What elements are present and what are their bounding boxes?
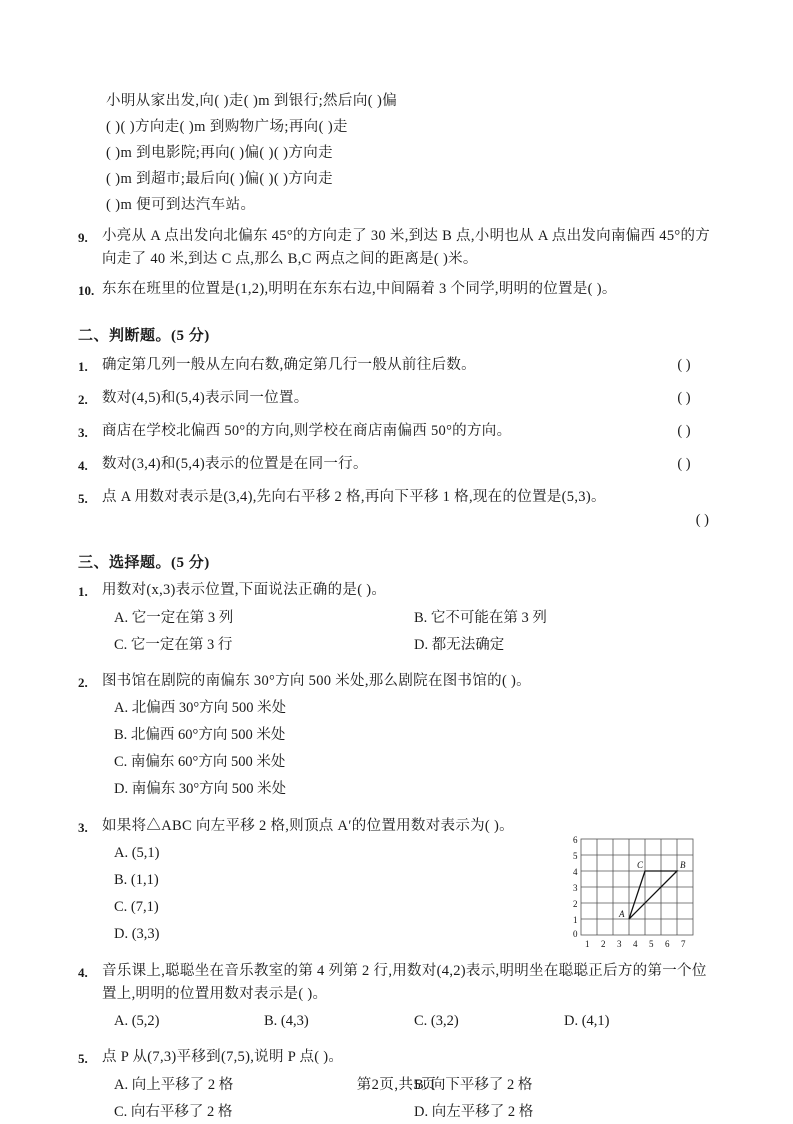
question-number: 3. — [78, 425, 88, 440]
question-text: 确定第几列一般从左向右数,确定第几行一般从前往后数。 — [102, 357, 476, 373]
fill-line: ( )( )方向走( )m 到购物广场;再向( )走 — [106, 119, 348, 135]
choice-question-4 — [78, 960, 715, 1006]
question-number: 10. — [78, 283, 95, 298]
option-a[interactable]: A. 向上平移了 2 格 — [114, 1077, 234, 1093]
x-tick-4: 4 — [633, 939, 638, 949]
true-false-list — [78, 354, 715, 529]
option-c[interactable]: C. 向右平移了 2 格 — [114, 1104, 233, 1120]
question-text: 数对(4,5)和(5,4)表示同一位置。 — [102, 390, 309, 406]
question-number: 2. — [78, 675, 88, 690]
answer-blank[interactable]: ( ) — [695, 512, 709, 528]
choice-question-2 — [78, 670, 715, 694]
tf-item — [78, 420, 715, 444]
y-tick-0: 0 — [573, 929, 578, 939]
question-text: 点 P 从(7,3)平移到(7,5),说明 P 点( )。 — [102, 1049, 344, 1065]
answer-blank[interactable]: ( ) — [677, 390, 691, 406]
x-tick-5: 5 — [649, 939, 654, 949]
option-b[interactable]: B. (4,3) — [264, 1013, 309, 1029]
y-tick-4: 4 — [573, 867, 578, 877]
option-b[interactable]: B. 它不可能在第 3 列 — [414, 610, 547, 626]
grid-svg — [563, 833, 711, 955]
option-row — [78, 1100, 715, 1124]
question-10 — [78, 278, 715, 302]
option-b[interactable]: B. 向下平移了 2 格 — [414, 1077, 533, 1093]
question-text: 图书馆在剧院的南偏东 30°方向 500 米处,那么剧院在图书馆的( )。 — [102, 673, 531, 689]
tf-item — [78, 486, 715, 510]
y-tick-3: 3 — [573, 883, 578, 893]
question-text: 点 A 用数对表示是(3,4),先向右平移 2 格,再向下平移 1 格,现在的位置是(5,3)。 — [102, 489, 606, 505]
question-text: 音乐课上,聪聪坐在音乐教室的第 4 列第 2 行,用数对(4,2)表示,明明坐在聪聪正后方的第一个位置上,明明的位置用数对表示是( )。 — [102, 963, 707, 1002]
x-tick-6: 6 — [665, 939, 670, 949]
option-b[interactable]: B. (1,1) — [114, 872, 159, 888]
choice-question-5 — [78, 1046, 715, 1070]
option-c[interactable]: C. 南偏东 60°方向 500 米处 — [114, 754, 286, 770]
coordinate-grid-figure — [563, 833, 711, 955]
y-tick-1: 1 — [573, 915, 578, 925]
fill-line: ( )m 到超市;最后向( )偏( )( )方向走 — [106, 171, 334, 187]
option-a[interactable]: A. (5,2) — [114, 1013, 160, 1029]
triangle-abc — [629, 871, 677, 919]
question-number: 4. — [78, 458, 88, 473]
y-tick-5: 5 — [573, 851, 578, 861]
question-number: 2. — [78, 392, 88, 407]
option-d[interactable]: D. (3,3) — [114, 926, 160, 942]
option-row — [78, 606, 715, 630]
option-b[interactable]: B. 北偏西 60°方向 500 米处 — [114, 727, 286, 743]
question-text: 如果将△ABC 向左平移 2 格,则顶点 A′的位置用数对表示为( )。 — [102, 818, 514, 834]
question-text: 用数对(x,3)表示位置,下面说法正确的是( )。 — [102, 582, 387, 598]
choice-question-1 — [78, 579, 715, 603]
point-label-b: B — [680, 860, 686, 870]
option-row — [78, 633, 715, 657]
answer-blank[interactable]: ( ) — [677, 456, 691, 472]
option-a[interactable]: A. 北偏西 30°方向 500 米处 — [114, 700, 287, 716]
choice-question-3-block — [78, 815, 715, 947]
x-tick-7: 7 — [681, 939, 686, 949]
y-tick-2: 2 — [573, 899, 578, 909]
option-c[interactable]: C. 它一定在第 3 行 — [114, 637, 233, 653]
x-tick-2: 2 — [601, 939, 606, 949]
x-tick-1: 1 — [585, 939, 590, 949]
point-label-a: A — [619, 909, 625, 919]
choice-list — [78, 579, 715, 1124]
option-d[interactable]: D. (4,1) — [564, 1013, 610, 1029]
page-footer: 第2页,共5页 — [356, 1077, 437, 1093]
option-a[interactable]: A. 它一定在第 3 列 — [114, 610, 234, 626]
option-d[interactable]: D. 都无法确定 — [414, 637, 505, 653]
option-a[interactable]: A. (5,1) — [114, 845, 160, 861]
question-text: 小亮从 A 点出发向北偏东 45°的方向走了 30 米,到达 B 点,小明也从 A 点出发向南偏西 45°的方向走了 40 米,到达 C 点,那么 B,C 两点之间的距离是( )米。 — [102, 228, 711, 267]
section-heading-true-false: 二、判断题。(5 分) — [78, 328, 210, 344]
tf-item — [78, 354, 715, 378]
tf-item — [78, 453, 715, 477]
point-label-c: C — [637, 860, 644, 870]
option-d[interactable]: D. 南偏东 30°方向 500 米处 — [114, 781, 287, 797]
question-text: 商店在学校北偏西 50°的方向,则学校在商店南偏西 50°的方向。 — [102, 423, 512, 439]
question-number: 5. — [78, 1051, 88, 1066]
question-number: 3. — [78, 820, 88, 835]
option-c[interactable]: C. (7,1) — [114, 899, 159, 915]
answer-blank[interactable]: ( ) — [677, 357, 691, 373]
question-number: 1. — [78, 359, 88, 374]
option-row — [78, 1009, 715, 1033]
question-text: 数对(3,4)和(5,4)表示的位置是在同一行。 — [102, 456, 368, 472]
question-number: 4. — [78, 965, 88, 980]
question-number: 9. — [78, 230, 88, 245]
answer-blank[interactable]: ( ) — [677, 423, 691, 439]
fill-line: ( )m 便可到达汽车站。 — [106, 197, 256, 213]
question-9 — [78, 225, 715, 271]
question-number: 5. — [78, 491, 88, 506]
fill-in-tail-block — [78, 88, 715, 218]
fill-line: 小明从家出发,向( )走( )m 到银行;然后向( )偏 — [106, 93, 398, 109]
tf-item — [78, 387, 715, 411]
option-c[interactable]: C. (3,2) — [414, 1013, 459, 1029]
x-tick-3: 3 — [617, 939, 622, 949]
fill-line: ( )m 到电影院;再向( )偏( )( )方向走 — [106, 145, 334, 161]
question-number: 1. — [78, 584, 88, 599]
section-heading-multiple-choice: 三、选择题。(5 分) — [78, 555, 210, 571]
option-d[interactable]: D. 向左平移了 2 格 — [414, 1104, 534, 1120]
question-text: 东东在班里的位置是(1,2),明明在东东右边,中间隔着 3 个同学,明明的位置是( )。 — [102, 281, 617, 297]
y-tick-6: 6 — [573, 835, 578, 845]
